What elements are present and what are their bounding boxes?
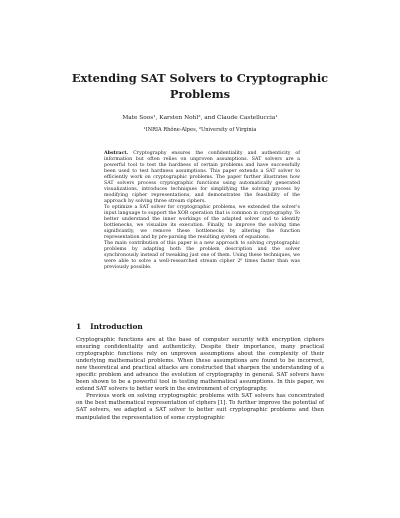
section-number: 1 — [76, 322, 82, 331]
intro-paragraph-1: Cryptographic functions are at the base of computer security with encryption ciphers ensuring confidentiality and authenticity. Despite their importance, many practical cryptographic functions rely on unproven assumptions about the complexity of their underlying mathematical problems. When these assumptions are found to be incorrect, new theoretical and practical attacks are constructed that sharpen the understanding of a specific problem and advance the evolution of cryptography in general. SAT solvers have been shown to be a powerful tool in testing mathematical assumptions. In this paper, we extend SAT solvers to better work in the environment of cryptography. — [76, 337, 324, 393]
introduction-body — [76, 337, 324, 422]
intro-paragraph-2: Previous work on solving cryptographic problems with SAT solvers has concentrated on the best mathematical representation of ciphers [1]. To further improve the potential of SAT solvers, we adapted a SAT solver to better suit cryptographic problems and then manipulated the representation of some cryptographic — [76, 393, 324, 421]
abstract-label: Abstract. — [104, 151, 129, 156]
title-line-1: Extending SAT Solvers to Cryptographic — [71, 71, 329, 85]
author-list: Mate Soos¹, Karsten Nohl², and Claude Castelluccia¹ — [122, 115, 278, 121]
paper-title — [0, 70, 400, 102]
abstract-paragraph-1 — [104, 151, 300, 205]
affiliations: ¹INRIA Rhône-Alpes, ²University of Virginia — [143, 127, 257, 133]
abstract-paragraph-2: To optimize a SAT solver for cryptographic problems, we extended the solver's input language to support the XOR operation that is common in cryptography. To better understand the inner workings of the adapted solver and to identify bottlenecks, we visualize its execution. Finally, to improve the solving time significantly, we remove these bottlenecks by altering the function representation and by pre-parsing the resulting system of equations. — [104, 205, 300, 240]
section-title: Introduction — [90, 322, 143, 331]
abstract — [104, 151, 300, 271]
abstract-paragraph-3: The main contribution of this paper is a new approach to solving cryptographic problems by adapting both the problem description and the solver synchronously instead of tweaking just one of them. Using these techniques, we were able to solve a well-researched stream cipher 2⁶ times faster than was previously possible. — [104, 241, 300, 270]
title-line-2: Problems — [169, 87, 231, 101]
abstract-text-1: Cryptography ensures the confidentiality and authenticity of information but often relies on unproven assumptions. SAT solvers are a powerful tool to test the hardness of certain problems and have successfully been used to test hardness assumptions. This paper extends a SAT solver to efficiently work on cryptographic problems. The paper further illustrates how SAT solvers process cryptographic functions using automatically generated visualizations, introduces techniques for simplifying the solving process by modifying cipher representations, and demonstrates the feasibility of the approach by solving three stream ciphers. — [104, 151, 300, 204]
section-heading — [76, 322, 152, 331]
